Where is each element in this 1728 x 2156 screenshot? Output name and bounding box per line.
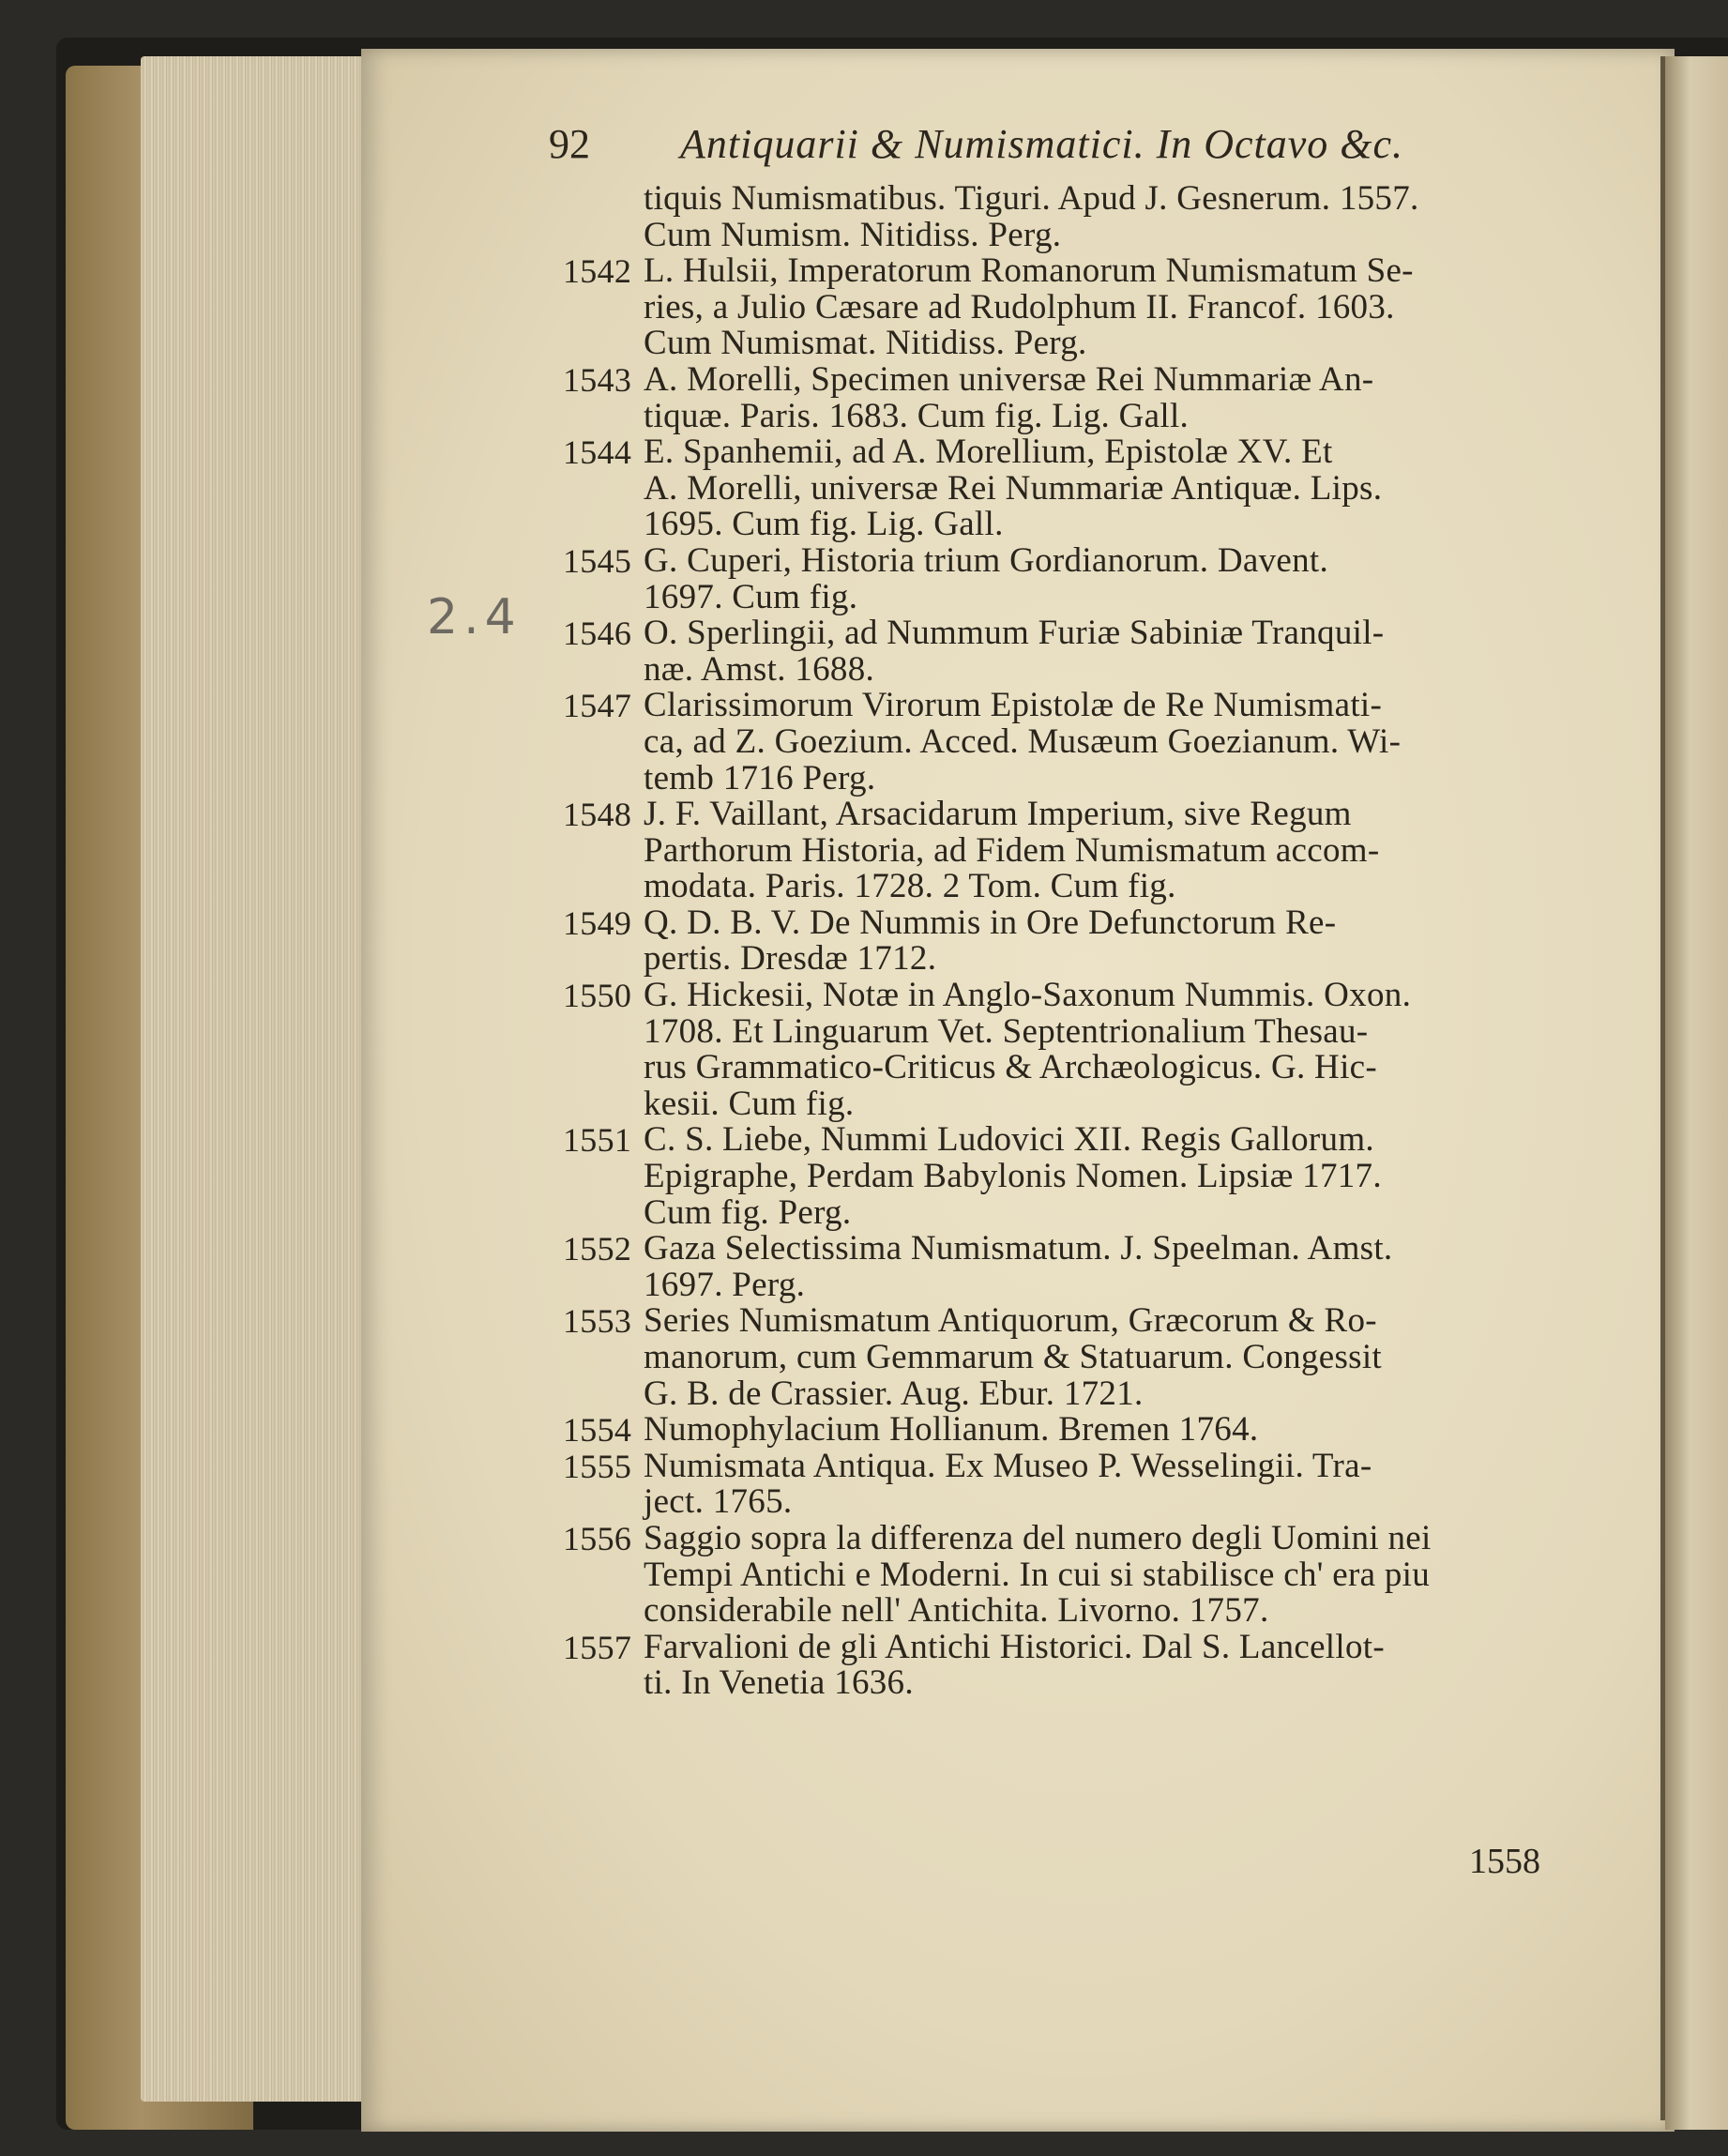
- catalog-line: [563, 1518, 1604, 1557]
- entry-text: 1695. Cum fig. Lig. Gall.: [644, 505, 1004, 544]
- catalog-line: [563, 253, 1604, 290]
- entry-text: næ. Amst. 1688.: [644, 649, 875, 689]
- entry-text: kesii. Cum fig.: [644, 1084, 855, 1123]
- entry-number: 1547: [563, 687, 632, 725]
- page-number: 92: [549, 121, 590, 167]
- catalog-line: [563, 649, 1604, 689]
- catalog-line: [563, 287, 1604, 326]
- page-edges: [141, 56, 375, 2102]
- entry-text: Cum fig. Perg.: [644, 1192, 852, 1232]
- page-header: [549, 120, 1449, 176]
- catalog-line: [563, 1665, 1604, 1702]
- entry-number: 1548: [563, 796, 632, 834]
- catalog-line: [563, 1231, 1604, 1268]
- entry-number: 1553: [563, 1302, 632, 1341]
- catalog-line: [563, 468, 1604, 508]
- entry-number: 1550: [563, 977, 632, 1015]
- catalog-line: [563, 507, 1604, 543]
- catalog-line: [563, 1484, 1604, 1521]
- catalog-line: [563, 1086, 1604, 1123]
- entry-text: Cum Numism. Nitidiss. Perg.: [644, 215, 1062, 254]
- catalog-line: [563, 326, 1604, 362]
- catalog-line: [563, 830, 1604, 870]
- entry-text: O. Sperlingii, ad Nummum Furiæ Sabiniæ Tranquil-: [644, 614, 1385, 653]
- entry-text: manorum, cum Gemmarum & Statuarum. Congessit: [644, 1338, 1383, 1376]
- catalog-line: [563, 1557, 1604, 1594]
- entry-number: 1557: [563, 1628, 632, 1666]
- entry-text: rus Grammatico-Criticus & Archæologicus. G. Hic-: [644, 1048, 1378, 1087]
- entry-number: 1556: [563, 1519, 632, 1557]
- catalog-line: [563, 941, 1604, 978]
- catalog-line: [563, 905, 1604, 942]
- entry-number: 1554: [563, 1411, 632, 1450]
- entry-text: pertis. Dresdæ 1712.: [644, 939, 937, 979]
- entry-text: J. F. Vaillant, Arsacidarum Imperium, sive Regum: [644, 795, 1352, 834]
- entry-text: A. Morelli, Specimen universæ Rei Nummariæ An-: [644, 359, 1374, 399]
- entry-text: Series Numismatum Antiquorum, Græcorum & Ro-: [644, 1301, 1377, 1341]
- catalog-line: [563, 1627, 1604, 1666]
- entry-number: 1551: [563, 1121, 632, 1160]
- catalog-entries: [563, 181, 1604, 1702]
- entry-text: Saggio sopra la differenza del numero degli Uomini nei: [644, 1518, 1432, 1557]
- running-title: Antiquarii & Numismatici. In Octavo &c.: [680, 121, 1404, 167]
- entry-number: 1543: [563, 360, 632, 399]
- entry-text: L. Hulsii, Imperatorum Romanorum Numismatum Se-: [644, 251, 1414, 291]
- entry-text: ca, ad Z. Goezium. Acced. Musæum Goezianum. Wi-: [644, 721, 1402, 761]
- entry-text: Farvalioni de gli Antichi Historici. Dal S. Lancellot-: [644, 1627, 1385, 1666]
- catalog-line: [563, 721, 1604, 761]
- entry-text: 1697. Perg.: [644, 1265, 806, 1304]
- catalog-line: [563, 1011, 1604, 1051]
- entry-text: Parthorum Historia, ad Fidem Numismatum accom-: [644, 830, 1380, 870]
- catalog-line: [563, 540, 1604, 580]
- entry-text: tiquis Numismatibus. Tiguri. Apud J. Gesnerum. 1557.: [644, 179, 1419, 218]
- entry-number: 1544: [563, 433, 632, 472]
- catalog-line: [563, 359, 1604, 399]
- entry-text: ject. 1765.: [644, 1482, 793, 1522]
- entry-number: 1549: [563, 903, 632, 942]
- entry-text: Gaza Selectissima Numismatum. J. Speelman. Amst.: [644, 1229, 1393, 1268]
- catalog-line: [563, 434, 1604, 471]
- entry-text: G. B. de Crassier. Aug. Ebur. 1721.: [644, 1374, 1144, 1413]
- catalog-line: [563, 1593, 1604, 1630]
- catalog-line: [563, 396, 1604, 435]
- entry-text: G. Hickesii, Notæ in Anglo-Saxonum Nummis. Oxon.: [644, 976, 1412, 1015]
- catalog-line: [563, 758, 1604, 797]
- entry-text: 1708. Et Linguarum Vet. Septentrionalium Thesau-: [644, 1011, 1369, 1051]
- entry-text: Numismata Antiqua. Ex Museo P. Wesselingii. Tra-: [644, 1446, 1372, 1485]
- entry-text: tiquæ. Paris. 1683. Cum fig. Lig. Gall.: [644, 396, 1190, 435]
- entry-text: ries, a Julio Cæsare ad Rudolphum II. Francof. 1603.: [644, 287, 1395, 326]
- catalog-line: [563, 1376, 1604, 1413]
- entry-text: C. S. Liebe, Nummi Ludovici XII. Regis Gallorum.: [644, 1120, 1374, 1160]
- entry-text: Tempi Antichi e Moderni. In cui si stabilisce ch' era piu: [644, 1555, 1431, 1594]
- entry-number: 1542: [563, 252, 632, 291]
- entry-text: E. Spanhemii, ad A. Morellium, Epistolæ XV. Et: [644, 433, 1333, 472]
- catchword: 1558: [1469, 1842, 1540, 1881]
- catalog-line: [563, 1265, 1604, 1304]
- entry-number: 1546: [563, 615, 632, 653]
- entry-text: considerabile nell' Antichita. Livorno. 1757.: [644, 1591, 1269, 1631]
- entry-text: modata. Paris. 1728. 2 Tom. Cum fig.: [644, 867, 1176, 906]
- catalog-line: [563, 688, 1604, 724]
- entry-number: 1552: [563, 1230, 632, 1268]
- entry-number: 1555: [563, 1447, 632, 1485]
- catalog-line: [563, 1192, 1604, 1232]
- entry-text: temb 1716 Perg.: [644, 758, 876, 797]
- catalog-line: [563, 869, 1604, 905]
- catalog-line: [563, 181, 1604, 218]
- catalog-line: [563, 1412, 1604, 1449]
- catalog-line: [563, 615, 1604, 652]
- entry-text: 1697. Cum fig.: [644, 577, 858, 616]
- catalog-line: [563, 1159, 1604, 1195]
- catalog-line: [563, 1446, 1604, 1485]
- catalog-line: [563, 978, 1604, 1014]
- catalog-line: [563, 215, 1604, 254]
- entry-text: Epigraphe, Perdam Babylonis Nomen. Lipsiæ 1717.: [644, 1157, 1382, 1196]
- catalog-line: [563, 1050, 1604, 1086]
- entry-text: Q. D. B. V. De Nummis in Ore Defunctorum Re-: [644, 903, 1337, 942]
- margin-annotation: 2.4: [427, 589, 522, 645]
- entry-text: A. Morelli, universæ Rei Nummariæ Antiquæ. Lips.: [644, 468, 1383, 508]
- catalog-line: [563, 797, 1604, 833]
- facing-page-edge: [1665, 56, 1728, 2130]
- catalog-line: [563, 1122, 1604, 1159]
- entry-text: Clarissimorum Virorum Epistolæ de Re Numismati-: [644, 686, 1383, 725]
- entry-text: Numophylacium Hollianum. Bremen 1764.: [644, 1410, 1259, 1450]
- entry-text: G. Cuperi, Historia trium Gordianorum. Davent.: [644, 540, 1329, 580]
- catalog-line: [563, 577, 1604, 616]
- entry-text: Cum Numismat. Nitidiss. Perg.: [644, 324, 1087, 363]
- catalog-line: [563, 1340, 1604, 1376]
- entry-number: 1545: [563, 541, 632, 580]
- catalog-line: [563, 1303, 1604, 1340]
- entry-text: ti. In Venetia 1636.: [644, 1663, 914, 1703]
